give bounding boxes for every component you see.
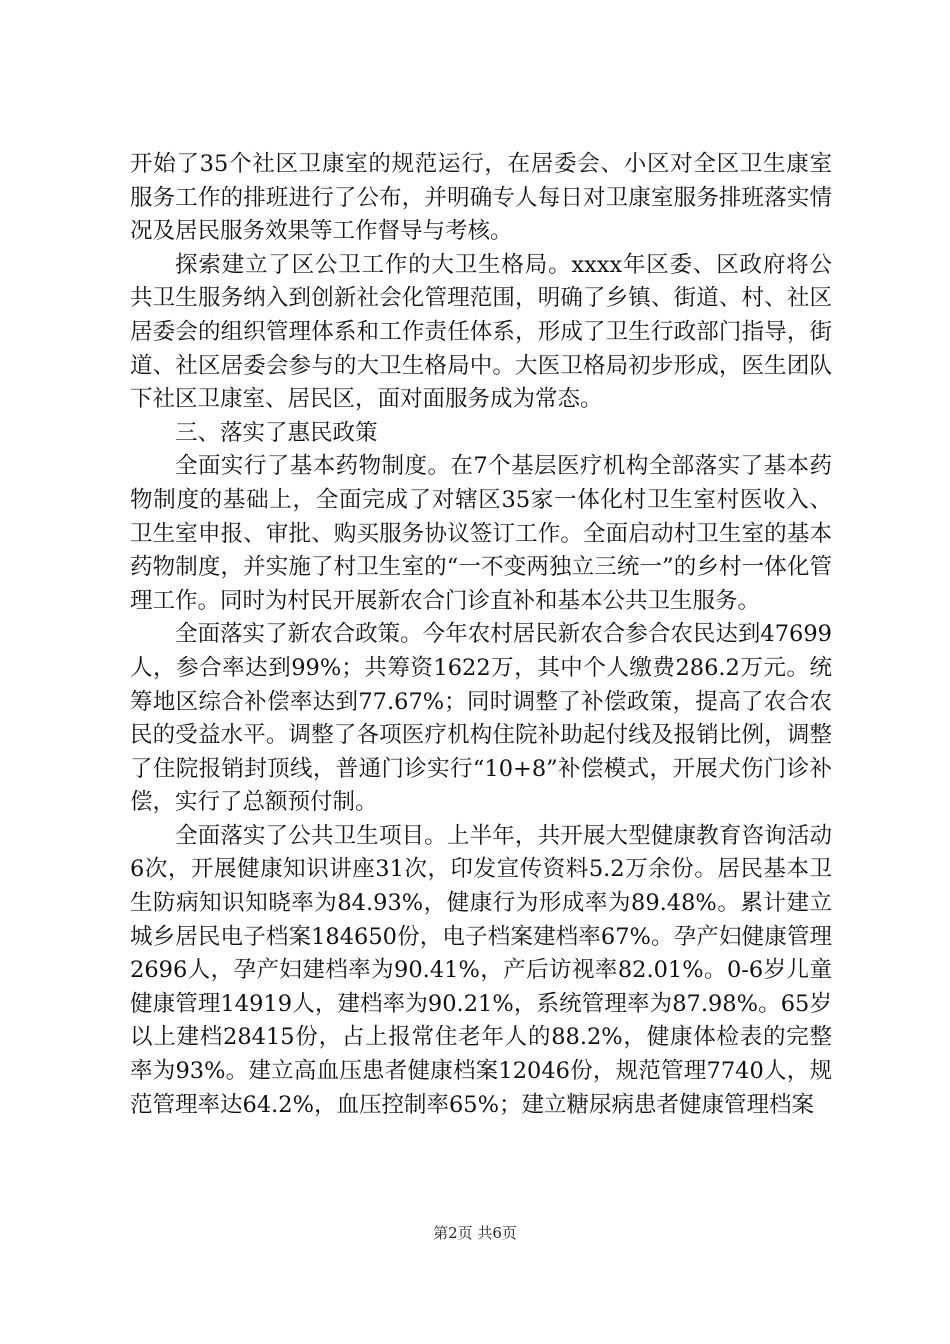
paragraph-5: 全面落实了公共卫生项目。上半年，共开展大型健康教育咨询活动6次，开展健康知识讲座31次，印发宣传资料5.2万余份。居民基本卫生防病知识知晓率为84.93%，健康行为形成率为89.48%。累计建立城乡居民电子档案184650份，电子档案建档率67%。孕产妇健康管理2696人，孕产妇建档率为90.41%，产后访视率82.01%。0-6岁儿童健康管理14919人，建档率为90.21%，系统管理率为87.98%。65岁以上建档28415份，占上报常住老年人的88.2%，健康体检表的完整率为93%。建立高血压患者健康档案12046份，规范管理7740人，规范管理率达64.2%，血压控制率65%；建立糖尿病患者健康管理档案 [130,822,832,1118]
document-body [130,148,832,1122]
paragraph-4: 全面落实了新农合政策。今年农村居民新农合参合农民达到47699人，参合率达到99%；共筹资1622万，其中个人缴费286.2万元。统筹地区综合补偿率达到77.67%；同时调整了补偿政策，提高了农合农民的受益水平。调整了各项医疗机构住院补助起付线及报销比例，调整了住院报销封顶线，普通门诊实行“10+8”补偿模式，开展犬伤门诊补偿，实行了总额预付制。 [130,621,832,816]
page-number-footer: 第2页 共6页 [433,1224,517,1242]
section-heading: 三、落实了惠民政策 [175,419,378,446]
paragraph-2: 探索建立了区公卫工作的大卫生格局。xxxx年区委、区政府将公共卫生服务纳入到创新社会化管理范围，明确了乡镇、街道、村、社区居委会的组织管理体系和工作责任体系，形成了卫生行政部门指导，街道、社区居委会参与的大卫生格局中。大医卫格局初步形成，医生团队下社区卫康室、居民区，面对面服务成为常态。 [130,251,832,413]
paragraph-1: 开始了35个社区卫康室的规范运行，在居委会、小区对全区卫生康室服务工作的排班进行了公布，并明确专人每日对卫康室服务排班落实情况及居民服务效果等工作督导与考核。 [130,151,832,245]
paragraph-3: 全面实行了基本药物制度。在7个基层医疗机构全部落实了基本药物制度的基础上，全面完成了对辖区35家一体化村卫生室村医收入、卫生室申报、审批、购买服务协议签订工作。全面启动村卫生室的基本药物制度，并实施了村卫生室的“一不变两独立三统一”的乡村一体化管理工作。同时为村民开展新农合门诊直补和基本公共卫生服务。 [130,453,832,614]
